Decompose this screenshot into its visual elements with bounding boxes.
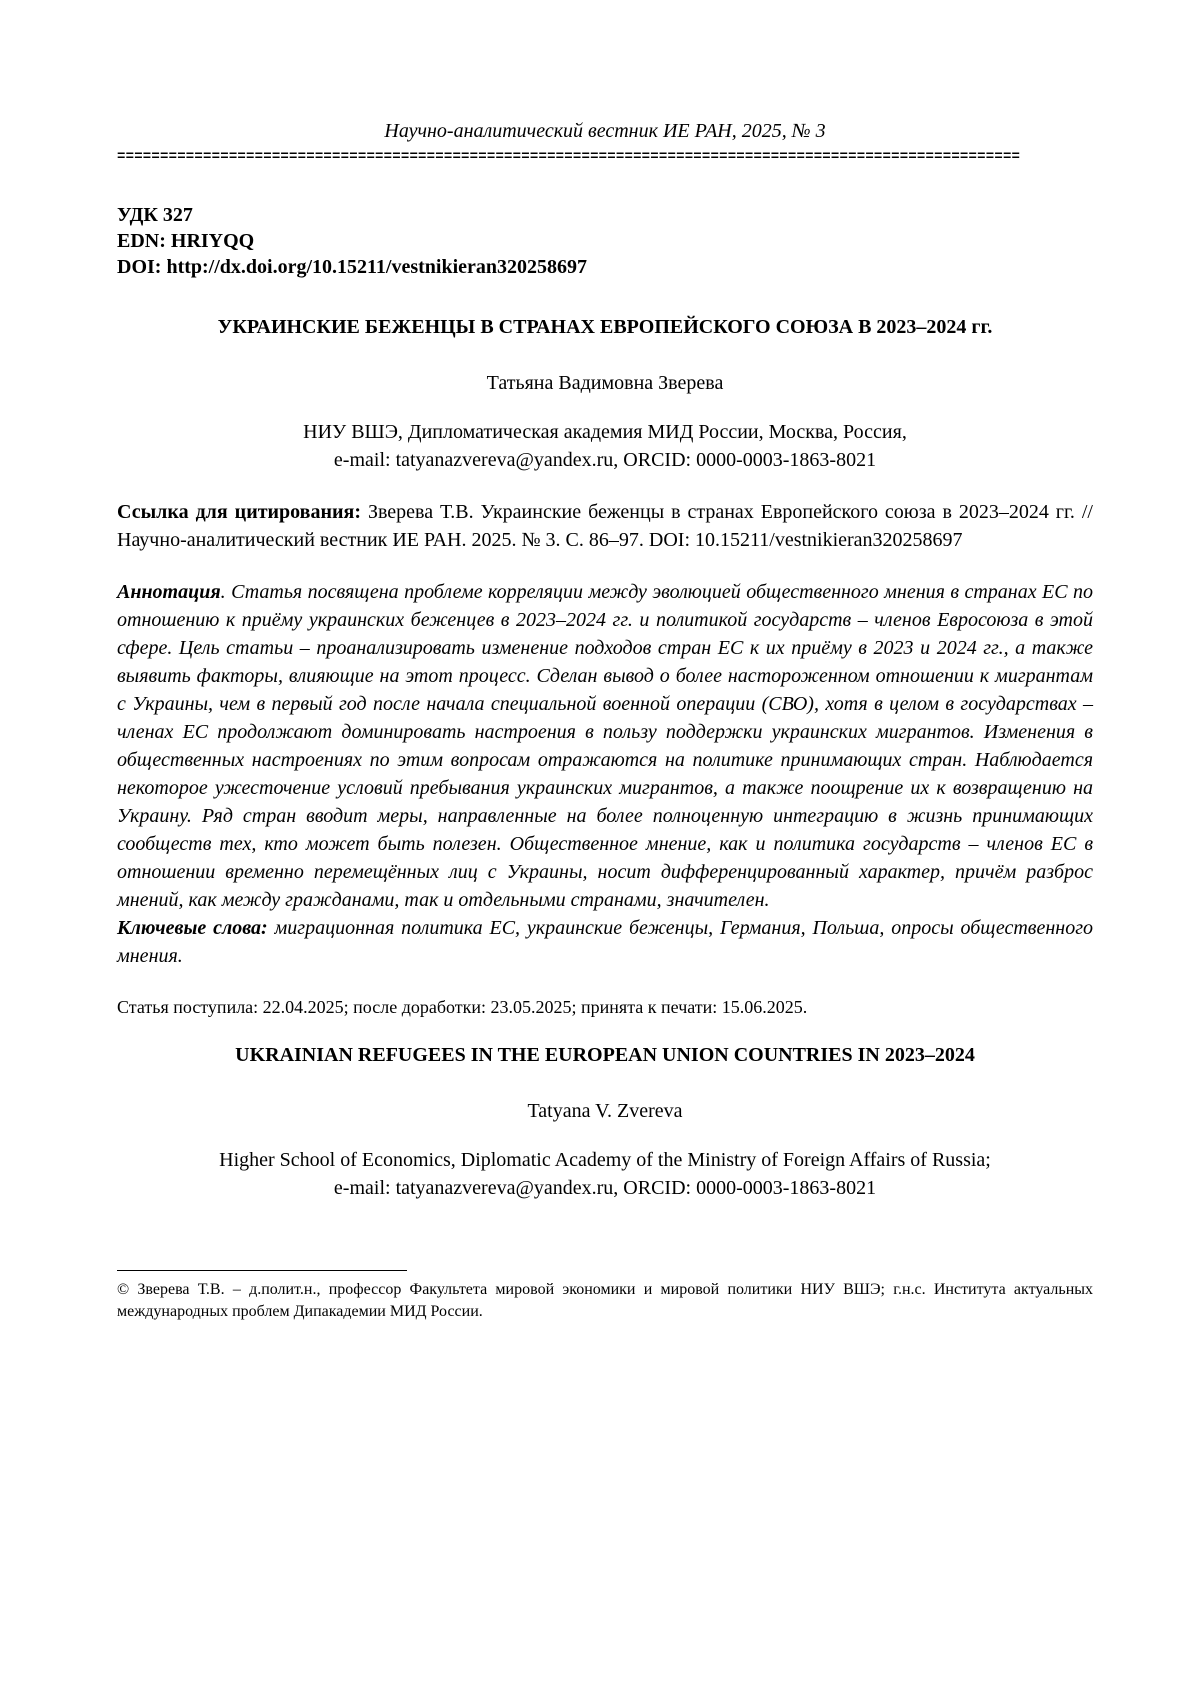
article-identifiers bbox=[117, 202, 1093, 280]
udc-code: УДК 327 bbox=[117, 204, 193, 226]
journal-running-head: Научно-аналитический вестник ИЕ РАН, 2025, № 3 bbox=[384, 120, 826, 142]
affiliation-en-line2: e-mail: tatyanazvereva@yandex.ru, ORCID: 0000-0003-1863-8021 bbox=[333, 1177, 877, 1199]
author-footnote: © Зверева Т.В. – д.полит.н., профессор Факультета мировой экономики и мировой политики НИУ ВШЭ; г.н.с. Института актуальных международных проблем Дипакадемии МИД России. bbox=[117, 1281, 1093, 1320]
article-page bbox=[117, 118, 1093, 1323]
doi-link[interactable]: DOI: http://dx.doi.org/10.15211/vestnikieran320258697 bbox=[117, 256, 588, 278]
author-name-en: Tatyana V. Zvereva bbox=[527, 1100, 683, 1122]
abstract-label: Аннотация bbox=[117, 581, 221, 603]
keywords-label: Ключевые слова: bbox=[117, 917, 268, 939]
citation-label: Ссылка для цитирования: bbox=[117, 501, 362, 523]
article-title-ru: УКРАИНСКИЕ БЕЖЕНЦЫ В СТРАНАХ ЕВРОПЕЙСКОГО СОЮЗА В 2023–2024 гг. bbox=[217, 316, 993, 338]
header-separator: ========================================================================================================= bbox=[117, 150, 1021, 164]
edn-code: EDN: HRIYQQ bbox=[117, 230, 255, 252]
keywords-block bbox=[117, 914, 1093, 970]
keywords-text: миграционная политика ЕС, украинские беженцы, Германия, Польша, опросы общественного мнения. bbox=[117, 917, 1093, 967]
abstract-block bbox=[117, 578, 1093, 914]
affiliation-en-line1: Higher School of Economics, Diplomatic Academy of the Ministry of Foreign Affairs of Russia; bbox=[219, 1149, 991, 1171]
affiliation-en bbox=[117, 1146, 1093, 1202]
affiliation-ru-line1: НИУ ВШЭ, Дипломатическая академия МИД России, Москва, Россия, bbox=[303, 421, 907, 443]
article-title-en: UKRAINIAN REFUGEES IN THE EUROPEAN UNION COUNTRIES IN 2023–2024 bbox=[235, 1044, 975, 1066]
citation-text: Зверева Т.В. Украинские беженцы в странах Европейского союза в 2023–2024 гг. // Научно-аналитический вестник ИЕ РАН. 2025. № 3. С. 86–97. DOI: 10.15211/vestnikieran320258697 bbox=[117, 501, 1093, 551]
affiliation-ru-line2: e-mail: tatyanazvereva@yandex.ru, ORCID: 0000-0003-1863-8021 bbox=[333, 449, 877, 471]
author-name-ru: Татьяна Вадимовна Зверева bbox=[486, 372, 724, 394]
abstract-text: . Статья посвящена проблеме корреляции между эволюцией общественного мнения в странах ЕС по отношению к приёму украинских беженцев в 2023–2024 гг. и политикой государств – членов Евросоюза в этой сфере. Цель статьи – проанализировать изменение подходов стран ЕС к их приёму в 2023 и 2024 гг., а также выявить факторы, влияющие на этот процесс. Сделан вывод о более настороженном отношении к мигрантам с Украины, чем в первый год после начала специальной военной операции (СВО), хотя в целом в государствах – членах ЕС продолжают доминировать настроения в пользу поддержки украинских мигрантов. Изменения в общественных настроениях по этим вопросам отражаются на политике принимающих стран. Наблюдается некоторое ужесточение условий пребывания украинских мигрантов, а также поощрение их к возвращению на Украину. Ряд стран вводит меры, направленные на более полноценную интеграцию в жизнь принимающих сообществ тех, кто может быть полезен. Общественное мнение, как и политика государств – членов ЕС в отношении временно перемещённых лиц с Украины, носит дифференцированный характер, причём разброс мнений, как между гражданами, так и отдельными странами, значителен. bbox=[117, 581, 1093, 911]
affiliation-ru bbox=[117, 418, 1093, 474]
article-dates: Статья поступила: 22.04.2025; после доработки: 23.05.2025; принята к печати: 15.06.2025. bbox=[117, 997, 808, 1017]
footnote-divider bbox=[117, 1270, 407, 1271]
citation-block bbox=[117, 498, 1093, 554]
